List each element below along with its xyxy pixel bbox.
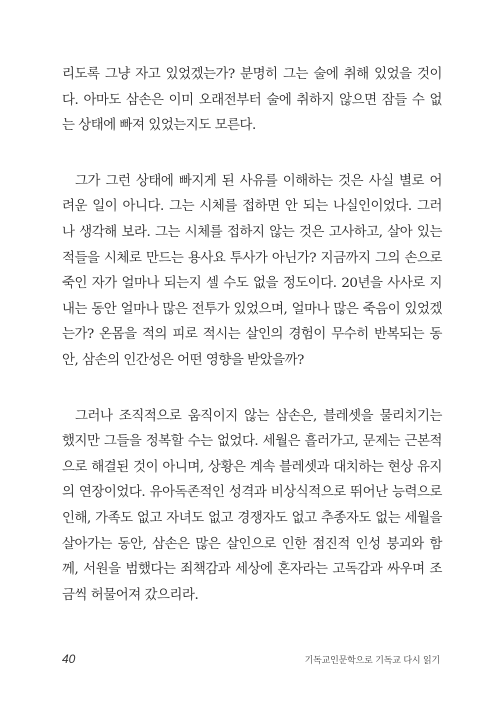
text-line: 그러나 조직적으로 움직이지 않는 삼손은, 블레셋을 물리치기는 — [75, 408, 442, 424]
body-text — [62, 62, 442, 638]
text-line: 적들을 시체로 만드는 용사요 투사가 아닌가? 지금까지 그의 손으로 — [62, 250, 442, 266]
paragraph-2 — [62, 169, 442, 374]
text-line: 다. 아마도 삼손은 이미 오래전부터 술에 취하지 않으면 잠들 수 없 — [62, 92, 442, 108]
paragraph-3 — [62, 404, 442, 609]
paragraph-1 — [62, 62, 442, 139]
text-line: 내는 동안 얼마나 많은 전투가 있었으며, 얼마나 많은 죽음이 있었겠 — [62, 301, 442, 317]
text-line: 인해, 가족도 없고 자녀도 없고 경쟁자도 없고 추종자도 없는 세월을 — [62, 510, 442, 526]
text-line: 했지만 그들을 정복할 수는 없었다. 세월은 흘러가고, 문제는 근본적 — [62, 434, 442, 450]
page-footer — [62, 652, 440, 670]
text-line: 는가? 온몸을 적의 피로 적시는 살인의 경험이 무수히 반복되는 동 — [62, 327, 442, 343]
running-title: 기독교인문학으로 기독교 다시 읽기 — [304, 656, 440, 666]
text-line: 는 상태에 빠져 있었는지도 모른다. — [62, 118, 256, 134]
text-line: 안, 삼손의 인간성은 어떤 영향을 받았을까? — [62, 352, 304, 368]
text-line: 그가 그런 상태에 빠지게 된 사유를 이해하는 것은 사실 별로 어 — [75, 173, 442, 189]
text-line: 리도록 그냥 자고 있었겠는가? 분명히 그는 술에 취해 있었을 것이 — [62, 67, 442, 82]
text-line: 의 연장이었다. 유아독존적인 성격과 비상식적으로 뛰어난 능력으로 — [62, 485, 442, 501]
page-number: 40 — [62, 652, 76, 666]
text-line: 죽인 자가 얼마나 되는지 셀 수도 없을 정도이다. 20년을 사사로 지 — [62, 276, 442, 292]
text-line: 려운 일이 아니다. 그는 시체를 접하면 안 되는 나실인이었다. 그러 — [62, 199, 442, 215]
text-line: 살아가는 동안, 삼손은 많은 살인으로 인한 점진적 인성 붕괴와 함 — [62, 536, 442, 552]
text-line: 으로 해결된 것이 아니며, 상황은 계속 블레셋과 대치하는 현상 유지 — [62, 459, 442, 475]
text-line: 금씩 허물어져 갔으리라. — [62, 587, 199, 603]
text-line: 나 생각해 보라. 그는 시체를 접하지 않는 것은 고사하고, 살아 있는 — [62, 224, 442, 240]
text-line: 께, 서원을 범했다는 죄책감과 세상에 혼자라는 고독감과 싸우며 조 — [62, 562, 442, 578]
